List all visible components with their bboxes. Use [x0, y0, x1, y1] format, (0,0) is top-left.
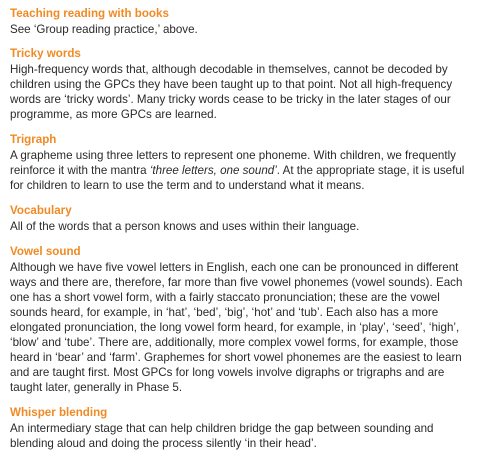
glossary-term: Tricky words [10, 47, 81, 60]
glossary-term: Vocabulary [10, 204, 72, 217]
glossary-term: Teaching reading with books [10, 7, 169, 20]
glossary-entry-vocabulary [10, 203, 479, 234]
definition-text: High-frequency words that, although decodable in themselves, cannot be decoded by children using the GPCs they have been taught up to that point. Not all high-frequency words are ‘tricky words’. Many tricky words cease to be tricky in the later stages of our programme, as more GPCs are learned. [10, 63, 453, 121]
definition-text: A grapheme using three letters to represent one phoneme. With children, we frequently reinforce it with the mantra [10, 149, 456, 177]
glossary-entry-tricky-words [10, 46, 479, 122]
definition-text: See ‘Group reading practice,’ above. [10, 23, 198, 36]
definition-text: An intermediary stage that can help children bridge the gap between sounding and blending aloud and doing the process silently ‘in their head’. [10, 422, 434, 450]
definition-text: Although we have five vowel letters in English, each one can be pronounced in different ways and there are, therefore, far more than five vowel phonemes (vowel sounds). Each one has a short vowel form, with a fairly staccato pronunciation; these are the vowel sounds heard, for example, in ‘hat’, ‘bed’, ‘big’, ‘hot’ and ‘tub’. Each also has a more elongated pronunciation, the long vowel form heard, for example, in ‘play’, ‘seed’, ‘high’, ‘blow’ and ‘tube’. There are, additionally, more complex vowel forms, for example, those heard in ‘bear’ and ‘farm’. Graphemes for short vowel phonemes are the easiest to learn and are taught first. Most GPCs for long vowels involve digraphs or trigraphs and are taught later, generally in Phase 5. [10, 261, 463, 394]
definition-text: . At the appropriate stage, it is useful for children to learn to use the term and to understand what it means. [10, 164, 465, 192]
glossary-definition [10, 148, 479, 193]
glossary-definition [10, 62, 479, 122]
glossary-definition [10, 22, 479, 37]
glossary-term: Vowel sound [10, 245, 81, 258]
glossary-term: Trigraph [10, 133, 57, 146]
glossary-term: Whisper blending [10, 406, 108, 419]
glossary-entry-teaching-reading [10, 6, 479, 37]
glossary-entry-vowel-sound [10, 244, 479, 395]
definition-text: All of the words that a person knows and uses within their language. [10, 220, 360, 233]
glossary-definition [10, 260, 479, 395]
glossary-entry-trigraph [10, 132, 479, 193]
glossary-definition [10, 219, 479, 234]
definition-italic: ‘three letters, one sound’ [149, 164, 277, 177]
glossary-definition [10, 421, 479, 451]
glossary-entry-whisper-blending [10, 405, 479, 451]
